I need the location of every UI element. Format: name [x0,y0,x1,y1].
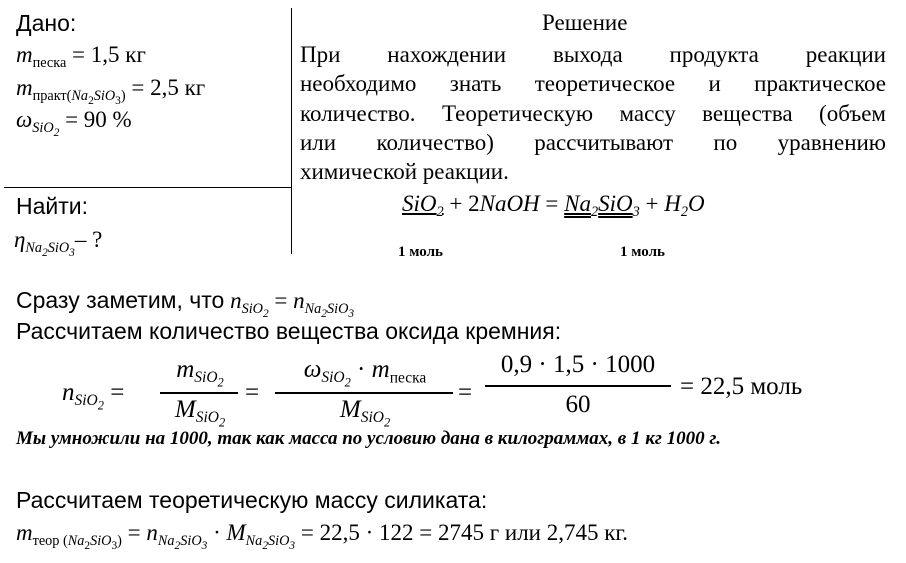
paragraph-line: количество. Теоретическую массу вещества (объем [300,100,886,126]
table-horizontal-divider [4,187,291,188]
solution-title: Решение [542,10,628,35]
frac1-denominator: $M_{SiO_2}$ [174,396,226,430]
product-na2sio3: $Na_2SiO_3$ [564,191,640,220]
given-fraction-sio2: $\omega_{SiO_2} = 90$ % [16,107,132,139]
frac2-line [275,392,453,394]
theor-mass-formula: $m_{теор (Na_2SiO_3)} = n_{Na_2SiO_3} \cdot M_{Na_2SiO_3} = 22,5 \cdot 122 = 2745$ г или 2,745 кг. [16,520,628,552]
paragraph-line: химической реакции. [300,159,509,185]
frac3-line [485,385,671,387]
multiply-note: Мы умножили на 1000, так как масса по условию дана в килограммах, в 1 кг 1000 г. [16,428,721,449]
eq-sign-2: = [458,379,473,406]
given-title: Дано: [16,10,77,36]
table-vertical-divider [291,8,292,254]
formula-n-sio2: $n_{SiO_2}$ = [62,379,125,413]
result-moles: = 22,5 моль [680,373,803,400]
find-title: Найти: [16,193,89,219]
paragraph-line: При нахождении выхода продукта реакции [300,42,886,67]
paragraph-line: необходимо знать теоретическое и практическое [300,71,886,97]
calc-oxide-heading: Рассчитаем количество вещества оксида кремния: [16,318,562,344]
paragraph-line: или количество) рассчитывают по уравнению [300,129,886,155]
note-equal-amount: Сразу заметим, что $n_{SiO_2} = n_{Na_2SiO_3}$ [16,287,355,320]
given-mass-practical: $m_{практ(Na_2SiO_3)} = 2,5$ кг [16,75,206,107]
frac2-numerator: $\omega_{SiO_2} \cdot m_{песка}$ [303,356,427,390]
frac1-line [160,392,238,394]
frac1-numerator: $m_{SiO_2}$ [176,356,224,390]
frac3-denominator: 60 [565,391,591,418]
reaction-equation: SiO$_2$ + 2NaOH = $Na_2SiO_3 + H_2O$ [402,191,705,220]
eq-sign-1: = [245,379,260,406]
mol-label-reactant: 1 моль [398,244,443,260]
reactant-sio2: SiO$_2$ [402,191,444,220]
frac3-numerator: 0,9 · 1,5 · 1000 [500,351,656,378]
frac2-denominator: $M_{SiO_2}$ [339,396,391,430]
given-mass-sand: $m_{песка} = 1,5$ кг [16,42,146,71]
find-yield: $\eta_{Na_2SiO_3}-$ ? [14,227,103,259]
calc-theor-heading: Рассчитаем теоретическую массу силиката: [16,487,488,513]
solution-paragraph [300,40,886,186]
mol-label-product: 1 моль [620,244,665,260]
